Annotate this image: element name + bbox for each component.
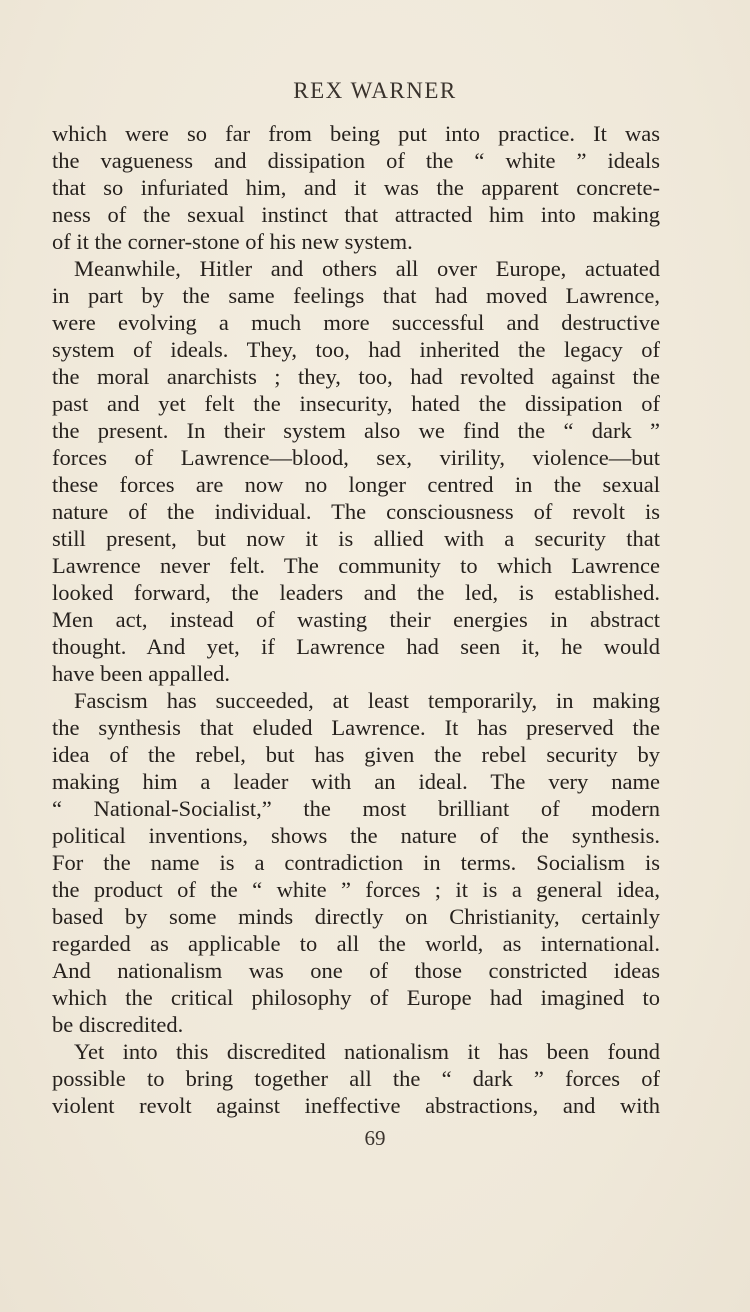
- text-line: For the name is a contradiction in terms. Socialism is: [52, 850, 660, 875]
- text-line: thought. And yet, if Lawrence had seen it, he would: [52, 634, 660, 659]
- text-line: the synthesis that eluded Lawrence. It has preserved the: [52, 715, 660, 740]
- text-line: Men act, instead of wasting their energies in abstract: [52, 607, 660, 632]
- text-line: the vagueness and dissipation of the “ white ” ideals: [52, 148, 660, 173]
- text-line: have been appalled.: [52, 661, 231, 686]
- text-line: these forces are now no longer centred in the sexual: [52, 472, 660, 497]
- text-line: based by some minds directly on Christianity, certainly: [52, 904, 660, 929]
- text-line: were evolving a much more successful and destructive: [52, 310, 660, 335]
- text-line: possible to bring together all the “ dark ” forces of: [52, 1066, 660, 1091]
- text-line: And nationalism was one of those constricted ideas: [52, 958, 660, 983]
- text-line: looked forward, the leaders and the led, is established.: [52, 580, 660, 605]
- text-line: which the critical philosophy of Europe had imagined to: [52, 985, 660, 1010]
- text-line: the moral anarchists ; they, too, had revolted against the: [52, 364, 660, 389]
- text-line: of it the corner-stone of his new system.: [52, 229, 413, 254]
- text-line: past and yet felt the insecurity, hated the dissipation of: [52, 391, 660, 416]
- text-line: Meanwhile, Hitler and others all over Europe, actuated: [74, 256, 660, 281]
- text-line: idea of the rebel, but has given the rebel security by: [52, 742, 660, 767]
- text-line: be discredited.: [52, 1012, 184, 1037]
- text-line: in part by the same feelings that had moved Lawrence,: [52, 283, 660, 308]
- text-line: making him a leader with an ideal. The very name: [52, 769, 660, 794]
- text-line: Fascism has succeeded, at least temporarily, in making: [74, 688, 660, 713]
- text-line: Lawrence never felt. The community to which Lawrence: [52, 553, 660, 578]
- text-line: forces of Lawrence—blood, sex, virility, violence—but: [52, 445, 660, 470]
- text-line: which were so far from being put into practice. It was: [52, 121, 660, 146]
- text-line: political inventions, shows the nature of the synthesis.: [52, 823, 660, 848]
- text-line: violent revolt against ineffective abstractions, and with: [52, 1093, 660, 1118]
- text-line: ness of the sexual instinct that attracted him into making: [52, 202, 660, 227]
- text-line: still present, but now it is allied with a security that: [52, 526, 660, 551]
- text-line: system of ideals. They, too, had inherited the legacy of: [52, 337, 660, 362]
- text-line: nature of the individual. The consciousness of revolt is: [52, 499, 660, 524]
- text-line: the present. In their system also we find the “ dark ”: [52, 418, 660, 443]
- text-line: regarded as applicable to all the world, as international.: [52, 931, 660, 956]
- text-line: “ National-Socialist,” the most brilliant of modern: [52, 796, 660, 821]
- page-number: 69: [364, 1126, 386, 1150]
- running-head: REX WARNER: [293, 78, 457, 103]
- text-line: the product of the “ white ” forces ; it is a general idea,: [52, 877, 660, 902]
- text-line: Yet into this discredited nationalism it has been found: [74, 1039, 660, 1064]
- text-line: that so infuriated him, and it was the apparent concrete-: [52, 175, 660, 200]
- body-text: [52, 120, 660, 1119]
